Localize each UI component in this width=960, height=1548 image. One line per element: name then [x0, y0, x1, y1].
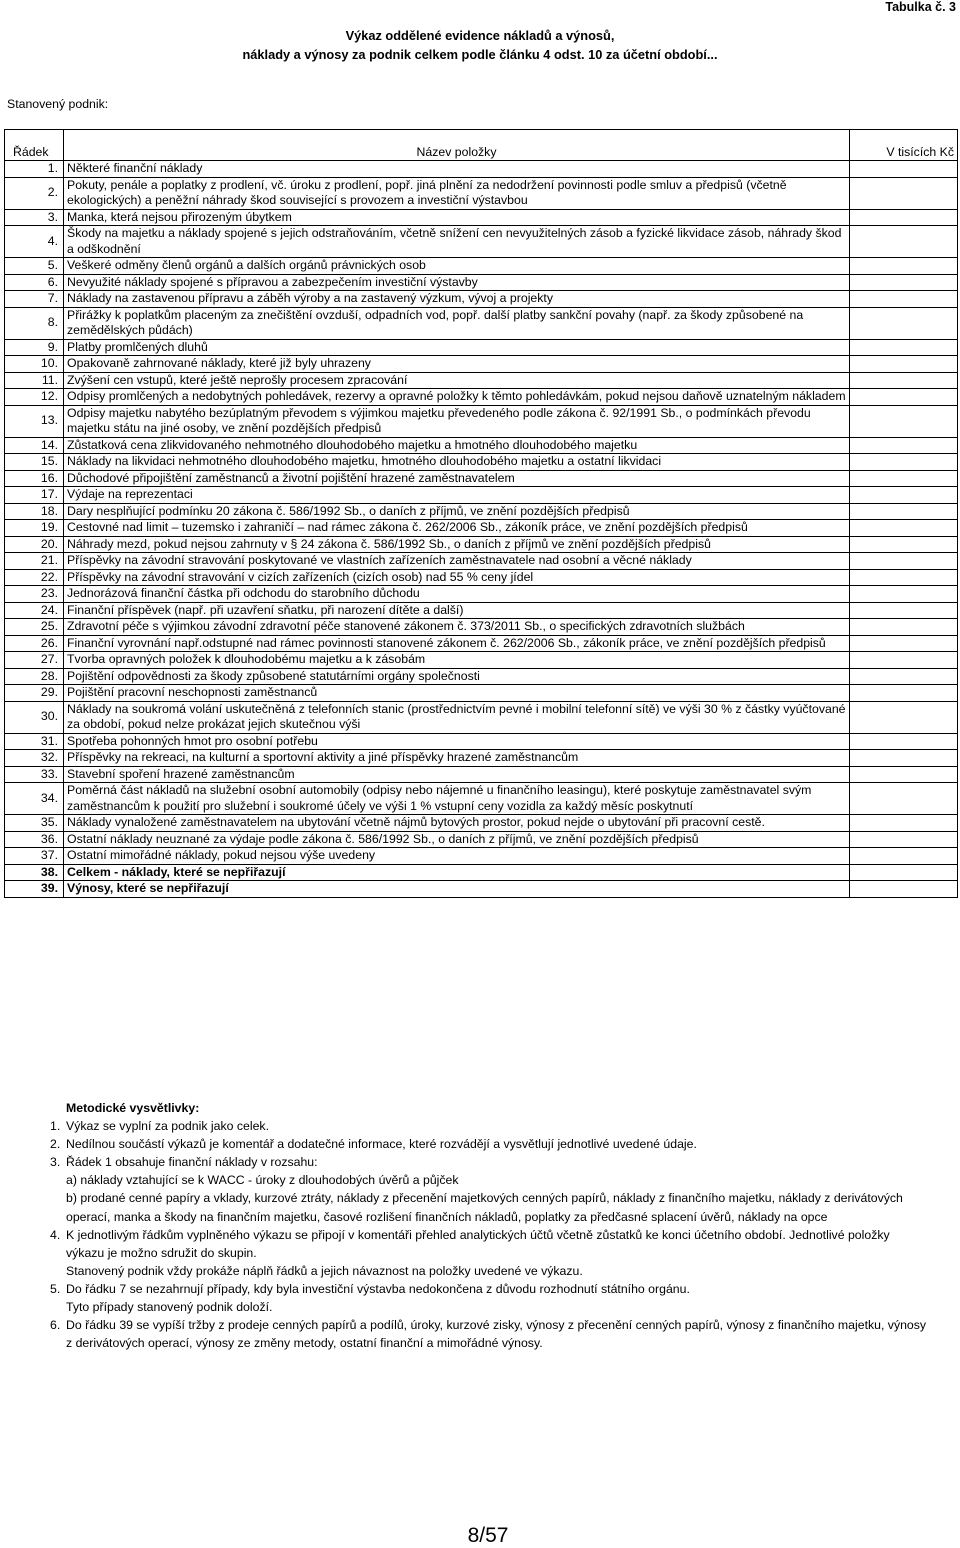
row-number: 10. [5, 356, 64, 373]
row-number: 3. [5, 209, 64, 226]
row-number: 25. [5, 619, 64, 636]
report-title-line-1: Výkaz oddělené evidence nákladů a výnosů, [345, 28, 615, 43]
row-item-name: Pokuty, penále a poplatky z prodlení, vč. úroku z prodlení, popř. jiná plnění za nedodržení povinnosti podle smluv a předpisů (včetně ekologických) a peněžní náhrady škod související s provozem a investiční výstavbou [64, 177, 850, 209]
row-item-name: Odpisy majetku nabytého bezúplatným převodem s výjimkou majetku převedeného podle zákona č. 92/1991 Sb., o podmínkách převodu majetku státu na jiné osoby, ve znění pozdějších předpisů [64, 405, 850, 437]
row-value-cell[interactable] [850, 652, 958, 669]
table-row [5, 291, 958, 308]
table-row [5, 209, 958, 226]
table-number-label: Tabulka č. 3 [885, 0, 956, 14]
table-row [5, 405, 958, 437]
table-row [5, 470, 958, 487]
row-number: 14. [5, 437, 64, 454]
row-number: 9. [5, 339, 64, 356]
row-value-cell[interactable] [850, 372, 958, 389]
note-number [50, 1171, 66, 1189]
note-number [50, 1189, 66, 1225]
table-row [5, 602, 958, 619]
note-number: 4. [50, 1227, 61, 1242]
note-line [50, 1280, 930, 1298]
note-text: Řádek 1 obsahuje finanční náklady v rozsahu: [66, 1155, 318, 1170]
table-row [5, 701, 958, 733]
note-line [50, 1226, 930, 1262]
row-item-name: Cestovné nad limit – tuzemsko i zahraničí – nad rámec zákona č. 262/2006 Sb., zákoník práce, ve znění pozdějších předpisů [64, 520, 850, 537]
table-row [5, 733, 958, 750]
table-row [5, 226, 958, 258]
note-text: Tyto případy stanovený podnik doloží. [66, 1300, 273, 1315]
table-row [5, 619, 958, 636]
row-item-name: Platby promlčených dluhů [64, 339, 850, 356]
row-value-cell[interactable] [850, 536, 958, 553]
row-item-name: Veškeré odměny členů orgánů a dalších orgánů právnických osob [64, 258, 850, 275]
row-item-name: Celkem - náklady, které se nepřiřazují [64, 864, 850, 881]
row-value-cell[interactable] [850, 864, 958, 881]
table-row [5, 536, 958, 553]
row-item-name: Příspěvky na závodní stravování poskytované ve vlastních zařízeních zaměstnavatele nad osobní a věcné náklady [64, 553, 850, 570]
row-number: 36. [5, 831, 64, 848]
row-item-name: Pojištění odpovědnosti za škody způsobené statutárními orgány společnosti [64, 668, 850, 685]
table-row [5, 274, 958, 291]
row-item-name: Poměrná část nákladů na služební osobní automobily (odpisy nebo nájemné u finančního leasingu), které poskytuje zaměstnavatel svým zaměstnancům k použití pro služební i soukromé účely ve výši 1 % vstupní ceny vozidla za každý měsíc poskytnutí [64, 783, 850, 815]
note-number [50, 1262, 66, 1280]
row-value-cell[interactable] [850, 553, 958, 570]
note-number: 3. [50, 1155, 61, 1170]
table-row [5, 750, 958, 767]
row-item-name: Finanční příspěvek (např. při uzavření sňatku, při narození dítěte a další) [64, 602, 850, 619]
row-number: 5. [5, 258, 64, 275]
row-item-name: Příspěvky na rekreaci, na kulturní a sportovní aktivity a jiné příspěvky hrazené zaměstnancům [64, 750, 850, 767]
note-number: 5. [50, 1281, 61, 1296]
row-number: 17. [5, 487, 64, 504]
column-header-radek: Řádek [5, 130, 64, 161]
row-number: 38. [5, 864, 64, 881]
note-text: Výkaz se vyplní za podnik jako celek. [66, 1119, 270, 1134]
row-number: 22. [5, 569, 64, 586]
table-row [5, 372, 958, 389]
table-row [5, 177, 958, 209]
table-row [5, 553, 958, 570]
table-row [5, 864, 958, 881]
table-row [5, 668, 958, 685]
table-row [5, 487, 958, 504]
row-number: 26. [5, 635, 64, 652]
row-value-cell[interactable] [850, 307, 958, 339]
row-value-cell[interactable] [850, 701, 958, 733]
table-row [5, 258, 958, 275]
note-line [50, 1117, 930, 1135]
row-value-cell[interactable] [850, 405, 958, 437]
table-row [5, 520, 958, 537]
table-row [5, 454, 958, 471]
row-item-name: Příspěvky na závodní stravování v cizích zařízeních (cizích osob) nad 55 % ceny jídel [64, 569, 850, 586]
table-row [5, 783, 958, 815]
row-number: 19. [5, 520, 64, 537]
stanoveny-podnik-label: Stanovený podnik: [7, 97, 109, 111]
row-value-cell[interactable] [850, 437, 958, 454]
note-line [50, 1135, 930, 1153]
notes-heading: Metodické vysvětlivky: [66, 1101, 200, 1115]
row-item-name: Zdravotní péče s výjimkou závodní zdravotní péče stanovené zákonem č. 373/2011 Sb., o specifických zdravotních službách [64, 619, 850, 636]
row-item-name: Tvorba opravných položek k dlouhodobému majetku a k zásobám [64, 652, 850, 669]
note-number: 6. [50, 1318, 61, 1333]
row-item-name: Náklady vynaložené zaměstnavatelem na ubytování včetně nájmů bytových prostor, pokud nejde o ubytování při pracovní cestě. [64, 815, 850, 832]
row-number: 16. [5, 470, 64, 487]
row-value-cell[interactable] [850, 733, 958, 750]
row-item-name: Ostatní náklady neuznané za výdaje podle zákona č. 586/1992 Sb., o daních z příjmů, ve znění pozdějších předpisů [64, 831, 850, 848]
row-item-name: Zvýšení cen vstupů, které ještě neprošly procesem zpracování [64, 372, 850, 389]
row-value-cell[interactable] [850, 291, 958, 308]
note-line [50, 1262, 930, 1280]
row-item-name: Ostatní mimořádné náklady, pokud nejsou výše uvedeny [64, 848, 850, 865]
table-row [5, 652, 958, 669]
report-title-line-2: náklady a výnosy za podnik celkem podle článku 4 odst. 10 za účetní období... [242, 47, 718, 62]
note-text: Do řádku 39 se vypíší tržby z prodeje cenných papírů a podílů, úroky, kurzové zisky, výnosy z přecenění cenných papírů, výnosy z finančního majetku, výnosy z derivátových operací, výnosy ze změny metody, ostatní finanční a mimořádné výnosy. [66, 1318, 927, 1351]
row-value-cell[interactable] [850, 586, 958, 603]
note-line [50, 1316, 930, 1352]
note-text: Do řádku 7 se nezahrnují případy, kdy byla investiční výstavba nedokončena z důvodu rozhodnutí státního orgánu. [66, 1281, 690, 1296]
row-value-cell[interactable] [850, 356, 958, 373]
row-value-cell[interactable] [850, 635, 958, 652]
row-item-name: Spotřeba pohonných hmot pro osobní potřebu [64, 733, 850, 750]
row-number: 8. [5, 307, 64, 339]
row-item-name: Výdaje na reprezentaci [64, 487, 850, 504]
row-number: 6. [5, 274, 64, 291]
row-value-cell[interactable] [850, 569, 958, 586]
row-item-name: Pojištění pracovní neschopnosti zaměstnanců [64, 685, 850, 702]
table-row [5, 831, 958, 848]
row-value-cell[interactable] [850, 339, 958, 356]
table-row [5, 848, 958, 865]
row-number: 21. [5, 553, 64, 570]
row-item-name: Náklady na zastavenou přípravu a záběh výroby a na zastavený výzkum, vývoj a projekty [64, 291, 850, 308]
row-item-name: Výnosy, které se nepřiřazují [64, 881, 850, 898]
row-item-name: Odpisy promlčených a nedobytných pohledávek, rezervy a opravné položky k těmto pohledávkám, pokud nejsou daňově uznatelným nákladem [64, 389, 850, 406]
row-number: 31. [5, 733, 64, 750]
row-item-name: Zůstatková cena zlikvidovaného nehmotného dlouhodobého majetku a hmotného dlouhodobého majetku [64, 437, 850, 454]
methodology-notes [50, 1099, 930, 1352]
row-number: 32. [5, 750, 64, 767]
row-item-name: Důchodové připojištění zaměstnanců a životní pojištění hrazené zaměstnavatelem [64, 470, 850, 487]
row-value-cell[interactable] [850, 487, 958, 504]
table-row [5, 881, 958, 898]
row-value-cell[interactable] [850, 619, 958, 636]
row-item-name: Škody na majetku a náklady spojené s jejich odstraňováním, včetně snížení cen nevyužitelných zásob a fyzické likvidace zásob, náhrady škod a odškodnění [64, 226, 850, 258]
row-number: 2. [5, 177, 64, 209]
row-value-cell[interactable] [850, 668, 958, 685]
row-value-cell[interactable] [850, 454, 958, 471]
row-value-cell[interactable] [850, 274, 958, 291]
row-number: 11. [5, 372, 64, 389]
row-item-name: Nevyužité náklady spojené s přípravou a zabezpečením investiční výstavby [64, 274, 850, 291]
row-value-cell[interactable] [850, 848, 958, 865]
table-row [5, 586, 958, 603]
row-number: 23. [5, 586, 64, 603]
row-item-name: Jednorázová finanční částka při odchodu do starobního důchodu [64, 586, 850, 603]
row-value-cell[interactable] [850, 766, 958, 783]
note-number: 2. [50, 1137, 61, 1152]
row-value-cell[interactable] [850, 209, 958, 226]
row-number: 13. [5, 405, 64, 437]
note-line [50, 1189, 930, 1225]
cost-items-table [4, 129, 958, 898]
row-item-name: Náklady na likvidaci nehmotného dlouhodobého majetku, hmotného dlouhodobého majetku a ostatní likvidaci [64, 454, 850, 471]
row-number: 12. [5, 389, 64, 406]
note-number [50, 1298, 66, 1316]
note-text: Nedílnou součástí výkazů je komentář a dodatečné informace, které rozvádějí a vysvětlují jednotlivé uvedené údaje. [66, 1137, 697, 1152]
row-number: 24. [5, 602, 64, 619]
table-row [5, 815, 958, 832]
row-value-cell[interactable] [850, 685, 958, 702]
row-value-cell[interactable] [850, 815, 958, 832]
row-item-name: Stavební spoření hrazené zaměstnancům [64, 766, 850, 783]
row-item-name: Náhrady mezd, pokud nejsou zahrnuty v § 24 zákona č. 586/1992 Sb., o daních z příjmů ve znění pozdějších předpisů [64, 536, 850, 553]
row-value-cell[interactable] [850, 881, 958, 898]
row-value-cell[interactable] [850, 750, 958, 767]
row-number: 34. [5, 783, 64, 815]
row-number: 29. [5, 685, 64, 702]
table-row [5, 766, 958, 783]
row-value-cell[interactable] [850, 520, 958, 537]
row-number: 27. [5, 652, 64, 669]
table-row [5, 437, 958, 454]
row-value-cell[interactable] [850, 161, 958, 178]
row-number: 28. [5, 668, 64, 685]
row-value-cell[interactable] [850, 258, 958, 275]
column-header-nazev: Název položky [64, 130, 850, 161]
row-value-cell[interactable] [850, 389, 958, 406]
column-header-value: V tisících Kč [850, 130, 958, 161]
table-row [5, 161, 958, 178]
row-number: 39. [5, 881, 64, 898]
row-number: 1. [5, 161, 64, 178]
table-row [5, 635, 958, 652]
note-line [50, 1153, 930, 1171]
note-text: a) náklady vztahující se k WACC - úroky z dlouhodobých úvěrů a půjček [66, 1173, 459, 1188]
note-text: Stanovený podnik vždy prokáže náplň řádků a jejich návaznost na položky uvedené ve výkazu. [66, 1263, 583, 1278]
note-number: 1. [50, 1119, 61, 1134]
table-row [5, 569, 958, 586]
row-number: 37. [5, 848, 64, 865]
note-line [50, 1171, 930, 1189]
row-item-name: Některé finanční náklady [64, 161, 850, 178]
row-item-name: Opakovaně zahrnované náklady, které již byly uhrazeny [64, 356, 850, 373]
row-value-cell[interactable] [850, 470, 958, 487]
row-item-name: Manka, která nejsou přirozeným úbytkem [64, 209, 850, 226]
note-text: b) prodané cenné papíry a vklady, kurzové ztráty, náklady z přecenění majetkových cenných papírů, náklady z finančního majetku, náklady z derivátových operací, manka a škody na finančním majetku, časové rozlišení finančních nákladů, poplatky za předčasné splacení úvěrů, náklady na opce [66, 1191, 903, 1224]
row-number: 15. [5, 454, 64, 471]
table-row [5, 307, 958, 339]
row-value-cell[interactable] [850, 783, 958, 815]
page-number: 8/57 [467, 1524, 509, 1547]
row-number: 33. [5, 766, 64, 783]
row-value-cell[interactable] [850, 602, 958, 619]
row-number: 20. [5, 536, 64, 553]
row-number: 30. [5, 701, 64, 733]
row-item-name: Finanční vyrovnání např.odstupné nad rámec povinnosti stanovené zákonem č. 262/2006 Sb., zákoník práce, ve znění pozdějších předpisů [64, 635, 850, 652]
note-line [50, 1298, 930, 1316]
row-value-cell[interactable] [850, 831, 958, 848]
row-value-cell[interactable] [850, 503, 958, 520]
row-number: 4. [5, 226, 64, 258]
table-row [5, 356, 958, 373]
table-header-row [5, 130, 958, 161]
row-item-name: Dary nesplňující podmínku 20 zákona č. 586/1992 Sb., o daních z příjmů, ve znění pozdějších předpisů [64, 503, 850, 520]
row-number: 35. [5, 815, 64, 832]
table-row [5, 503, 958, 520]
row-item-name: Přirážky k poplatkům placeným za znečištění ovzduší, odpadních vod, popř. další platby sankční povahy (např. za škody způsobené na zemědělských půdách) [64, 307, 850, 339]
note-text: K jednotlivým řádkům vyplněného výkazu se připojí v komentáři přehled analytických účtů včetně zůstatků ke konci účetního období. Jednotlivé položky výkazu je možno sdružit do skupin. [66, 1227, 890, 1260]
table-row [5, 389, 958, 406]
table-row [5, 339, 958, 356]
row-item-name: Náklady na soukromá volání uskutečněná z telefonních stanic (prostřednictvím pevné i mobilní telefonní sítě) ve výši 30 % z částky vyúčtované za období, pokud nelze prokázat jejich skutečnou výši [64, 701, 850, 733]
table-row [5, 685, 958, 702]
row-value-cell[interactable] [850, 177, 958, 209]
row-number: 7. [5, 291, 64, 308]
row-value-cell[interactable] [850, 226, 958, 258]
row-number: 18. [5, 503, 64, 520]
